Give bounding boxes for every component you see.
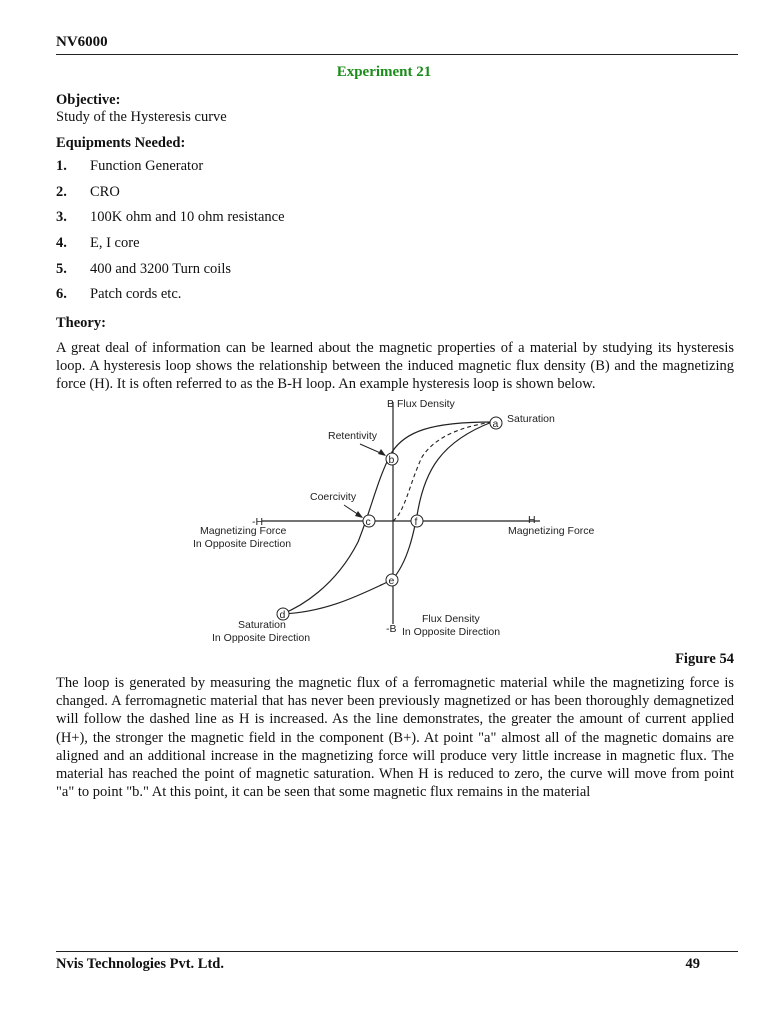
point-a — [490, 417, 502, 430]
list-item: 2. CRO — [56, 183, 120, 200]
page-header — [56, 32, 738, 55]
list-item: 4. E, I core — [56, 235, 140, 252]
point-c — [363, 515, 375, 528]
svg-text:e: e — [388, 575, 395, 587]
retentivity-label: Retentivity — [328, 430, 378, 442]
point-e — [386, 574, 398, 587]
opposite-direction-left-label: In Opposite Direction — [193, 538, 292, 550]
figure-caption: Figure 54 — [675, 651, 734, 667]
neg-b-label: -B — [386, 623, 397, 635]
hysteresis-lower-branch — [282, 422, 492, 614]
point-b — [386, 453, 398, 466]
theory-paragraph-2: The loop is generated by measuring the magnetic flux of a ferromagnetic material while the magnetizing force is changed. A ferromagnetic material that has never been previously magnetized or has been thoroughly demagnetized will follow the dashed line as H is increased. As the line demonstrates, the greater the amount of current applied (H+), the stronger the magnetic field in the component (B+). At point "a" almost all of the magnetic domains are aligned and an additional increase in the magnetizing force will produce very little increase in magnetic flux. The material has reached the point of magnetic saturation. When H is reduced to zero, the curve will move from point "a" to point "b." At this point, it can be seen that some magnetic flux remains in the material — [56, 675, 734, 801]
point-f — [411, 515, 423, 528]
page-footer — [56, 951, 738, 972]
neg-h-label: -H — [252, 516, 264, 528]
magnetizing-force-right-label: Magnetizing Force — [508, 525, 595, 537]
objective-text: Study of the Hysteresis curve — [56, 109, 227, 125]
experiment-title: Experiment 21 — [336, 64, 432, 80]
svg-text:c: c — [365, 516, 371, 528]
coercivity-label: Coercivity — [310, 491, 357, 503]
list-item: 5. 400 and 3200 Turn coils — [56, 260, 231, 277]
svg-text:f: f — [414, 516, 418, 528]
flux-density-label: Flux Density — [397, 398, 455, 410]
svg-text:b: b — [388, 454, 395, 466]
hysteresis-upper-branch — [282, 422, 492, 614]
objective-heading: Objective: — [56, 92, 121, 108]
doc-code: NV6000 — [56, 34, 108, 50]
b-axis-label: B — [387, 398, 395, 410]
opposite-direction-bottom-label: In Opposite Direction — [212, 632, 311, 644]
hysteresis-figure — [0, 392, 768, 692]
equipment-heading: Equipments Needed: — [56, 135, 186, 151]
opposite-direction-bottom-right-label: In Opposite Direction — [402, 626, 501, 638]
list-item: 6. Patch cords etc. — [56, 286, 182, 303]
list-item: 1. Function Generator — [56, 158, 204, 174]
saturation-label: Saturation — [507, 413, 555, 425]
equipment-list — [56, 158, 285, 312]
pos-h-label: H — [528, 514, 536, 526]
company-name: Nvis Technologies Pvt. Ltd. — [56, 956, 224, 972]
theory-heading: Theory: — [56, 315, 106, 331]
page-number: 49 — [685, 956, 700, 972]
magnetizing-force-left-label: Magnetizing Force — [200, 525, 287, 537]
svg-text:a: a — [492, 418, 499, 430]
flux-density-bottom-label: Flux Density — [422, 613, 480, 625]
svg-text:d: d — [279, 609, 286, 621]
theory-paragraph-1: A great deal of information can be learned about the magnetic properties of a material by studying its hysteresis loop. A hysteresis loop shows the relationship between the induced magnetic flux density (B) and the magnetizing force (H). It is often referred to as the B-H loop. An example hysteresis loop is shown below. — [56, 340, 734, 393]
saturation-bottom-label: Saturation — [238, 619, 286, 631]
list-item: 3. 100K ohm and 10 ohm resistance — [56, 209, 285, 226]
